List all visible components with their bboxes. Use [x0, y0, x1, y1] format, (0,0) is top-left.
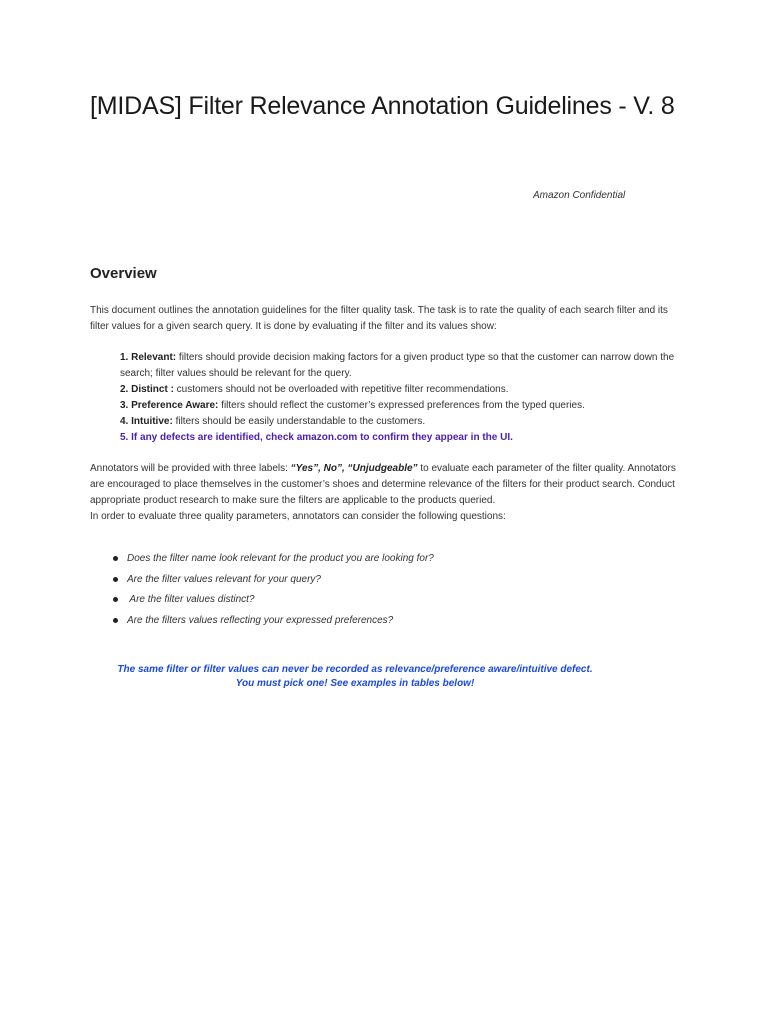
question-item: [110, 549, 670, 570]
criteria-item-relevant: [120, 350, 680, 382]
criteria-item-defects: [120, 430, 680, 446]
confidential-label: Amazon Confidential: [533, 190, 626, 201]
document-title: [MIDAS] Filter Relevance Annotation Guidelines - V. 8: [90, 92, 675, 120]
intro-paragraph: This document outlines the annotation guidelines for the filter quality task. The task is to rate the quality of each search filter and its filter values for a given search query. It is done by evaluating if the filter and its values show:: [90, 305, 668, 332]
criteria-text: customers should not be overloaded with repetitive filter recommendations.: [173, 384, 509, 395]
criteria-text: filters should reflect the customer’s expressed preferences from the typed queries.: [218, 400, 585, 411]
labels-intro-before: Annotators will be provided with three labels:: [90, 463, 291, 474]
question-text: Are the filters values reflecting your expressed preferences?: [127, 614, 394, 626]
criteria-text: filters should be easily understandable to the customers.: [172, 416, 426, 427]
labels-bold: “Yes”, No”, “Unjudgeable”: [290, 463, 418, 474]
criteria-label: 2. Distinct :: [120, 384, 174, 395]
labels-paragraph: [90, 461, 680, 525]
criteria-item-distinct: [120, 382, 680, 398]
criteria-label: 3. Preference Aware:: [120, 400, 219, 411]
criteria-item-intuitive: [120, 414, 680, 430]
criteria-label: 1. Relevant:: [120, 352, 177, 363]
criteria-list: [120, 350, 680, 446]
criteria-label: 5. If any defects are identified, check amazon.com to confirm they appear in the UI.: [120, 432, 513, 443]
labels-intro-after: to evaluate each parameter of the filter quality. Annotators are encouraged to place themselves in the customer’s shoes and determine relevance of the filters for their product search. Conduct appropriate product research to make sure the filters are applicable to the products queried.: [90, 463, 676, 506]
criteria-label: 4. Intuitive:: [120, 416, 173, 427]
question-text: Does the filter name look relevant for the product you are looking for?: [127, 553, 434, 564]
bullet-icon: [113, 577, 118, 582]
question-item: [110, 570, 670, 591]
bullet-icon: [113, 618, 118, 623]
defect-note: [110, 663, 600, 690]
questions-intro: In order to evaluate three quality parameters, annotators can consider the following questions:: [90, 511, 506, 522]
question-item: [110, 590, 670, 611]
question-text: Are the filter values relevant for your query?: [127, 573, 321, 585]
criteria-item-preference-aware: [120, 398, 680, 414]
note-line-1: The same filter or filter values can never be recorded as relevance/preference aware/intuitive defect.: [117, 664, 593, 675]
criteria-text: filters should provide decision making factors for a given product type so that the customer can narrow down the search; filter values should be relevant for the query.: [120, 352, 675, 379]
note-line-2: You must pick one! See examples in tables below!: [235, 677, 475, 689]
questions-list: [110, 549, 670, 631]
bullet-icon: [113, 556, 118, 561]
question-item: [110, 611, 670, 632]
overview-heading: Overview: [90, 265, 157, 282]
question-text: Are the filter values distinct?: [127, 594, 255, 605]
bullet-icon: [113, 597, 118, 602]
